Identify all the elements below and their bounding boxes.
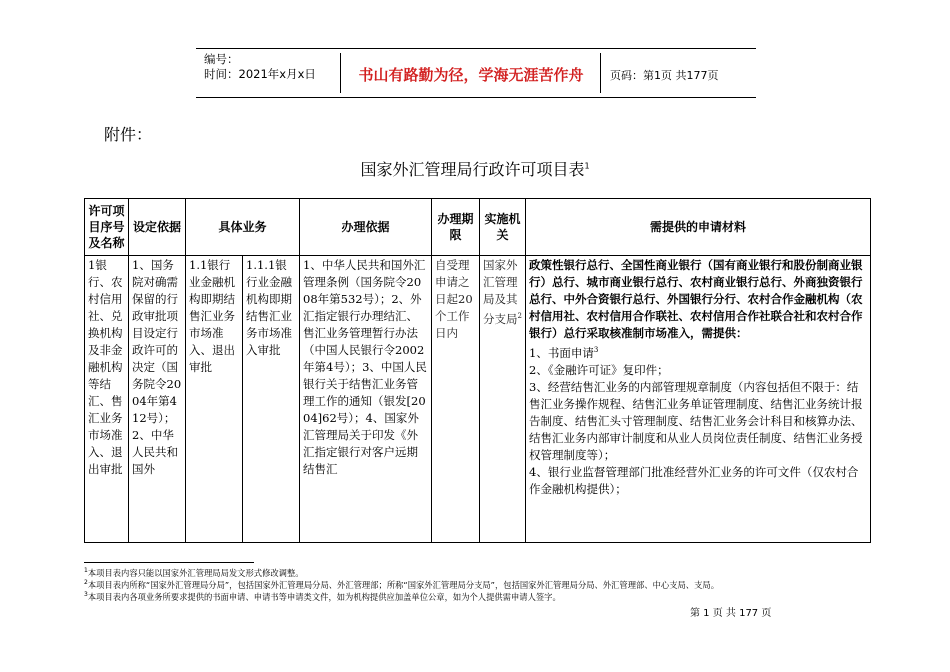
header-divider [600,53,601,93]
cell-business: 1.1银行业金融机构即期结售汇业务市场准入、退出审批 [186,256,243,543]
header-page-info: 页码：第1页 共177页 [610,69,719,82]
material-item: 4、银行业监督管理部门批准经营外汇业务的许可文件（仅农村合作金融机构提供）； [529,464,859,496]
document-number-label: 编号： [204,52,239,66]
cell-materials [526,256,871,543]
cell-agency [480,256,526,543]
attachment-label: 附件： [104,125,153,144]
header-period: 办理期限 [432,199,480,256]
footnote-text: 本项目表内所称“国家外汇管理局分局”，包括国家外汇管理局分局、外汇管理部；所称“国家外汇管理局分支局”，包括国家外汇管理局分局、外汇管理部、中心支局、支局。 [87,579,719,590]
header-divider [340,53,341,93]
materials-lead: 政策性银行总行、全国性商业银行（国有商业银行和股份制商业银行）总行、城市商业银行总行、农村商业银行总行、外商独资银行总行、中外合资银行总行、外国银行分行、农村合作金融机构（农村信用社、农村信用合作联社、农村信用合作社联合社和农村合作银行）总行采取核准制市场准入，需提供： [529,258,863,340]
cell-period: 自受理申请之日起20个工作日内 [432,256,480,543]
cell-sub-business: 1.1.1银行业金融机构即期结售汇业务市场准入审批 [243,256,300,543]
footnote-rule [84,562,254,563]
document-title [0,157,950,180]
cell-process-basis: 1、中华人民共和国外汇管理条例（国务院令2008年第532号）；2、外汇指定银行办理结汇、售汇业务管理暂行办法（中国人民银行令2002年第4号）；3、中国人民银行关于结售汇业务管理工作的通知（银发[2004]62号）；4、国家外汇管理局关于印发《外汇指定银行对客户远期结售汇 [300,256,432,543]
table-header-row [85,199,871,256]
license-table [84,198,871,543]
header-basis: 设定依据 [129,199,186,256]
header-agency: 实施机关 [480,199,526,256]
header-item: 许可项目序号及名称 [85,199,129,256]
material-item [529,342,867,362]
footnote [84,566,304,578]
page-header [196,48,756,98]
footnote-mark: 3 [84,591,88,598]
header-materials: 需提供的申请材料 [526,199,871,256]
cell-basis: 1、国务院对确需保留的行政审批项目设定行政许可的决定（国务院令2004年第412号）；2、中华人民共和国外 [129,256,186,543]
footnote-text: 本项目表内容只能以国家外汇管理局局发文形式修改调整。 [87,567,304,578]
header-meta [204,52,316,82]
table-row [85,256,871,543]
footer-page-number: 第 1 页 共 177 页 [690,608,772,619]
header-motto: 书山有路勤为径，学海无涯苦作舟 [358,66,584,84]
footnote-mark: 1 [84,567,88,574]
material-item-text: 1、书面申请 [529,345,594,360]
footnote-mark: 2 [84,579,88,586]
footnote [84,578,719,590]
material-item: 2、《金融许可证》复印件； [529,362,669,377]
footnote-mark: 1 [584,161,590,171]
footnote-text: 本项目表内各项业务所要求提供的书面申请、申请书等申请类文件，如为机构提供应加盖单位公章，如为个人提供需申请人签字。 [87,591,561,602]
document-title-text: 国家外汇管理局行政许可项目表 [360,160,585,179]
header-process-basis: 办理依据 [300,199,432,256]
document-date: 时间：2021年x月x日 [204,67,316,81]
material-item: 3、经营结售汇业务的内部管理规章制度（内容包括但不限于：结售汇业务操作规程、结售汇业务单证管理制度、结售汇业务统计报告制度、结售汇头寸管理制度、结售汇业务会计科目和核算办法、结售汇业务内部审计制度和从业人员岗位责任制度、结售汇业务授权管理制度等）； [529,379,863,462]
header-business: 具体业务 [186,199,300,256]
footnote-mark: 3 [593,346,599,354]
cell-item: 1银行、农村信用社、兑换机构及非金融机构等结汇、售汇业务市场准入、退出审批 [85,256,129,543]
footnote [84,590,561,602]
cell-agency-text: 国家外汇管理局及其分支局 [483,258,518,326]
footnote-mark: 2 [517,312,522,320]
